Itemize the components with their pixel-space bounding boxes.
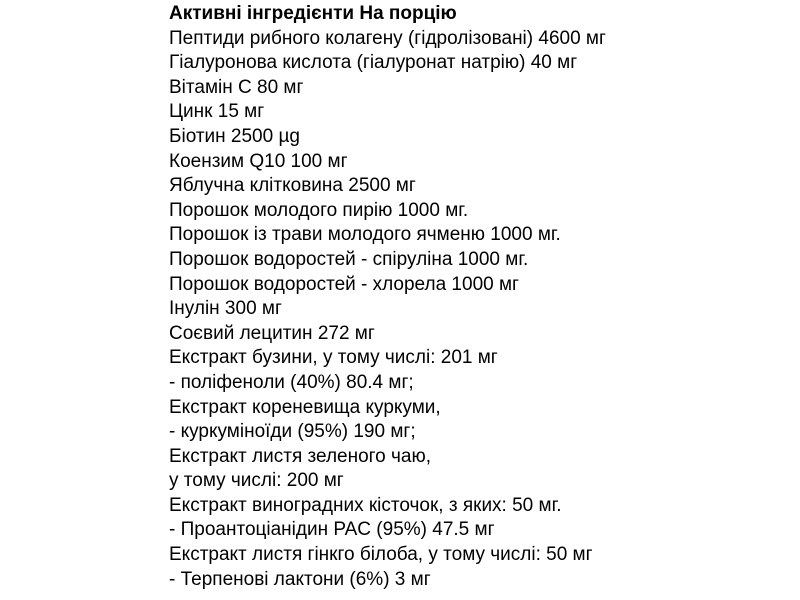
ingredient-line-terpene-lactones: - Терпенові лактони (6%) 3 мг bbox=[169, 568, 431, 590]
ingredient-line-inulin: Інулін 300 мг bbox=[169, 298, 282, 320]
ingredient-line-polyphenols: - поліфеноли (40%) 80.4 мг; bbox=[169, 371, 414, 393]
ingredient-line-hyaluronic-acid: Гіалуронова кислота (гіалуронат натрію) 40 мг bbox=[169, 52, 578, 74]
ingredient-line-elderberry-extract: Екстракт бузини, у тому числі: 201 мг bbox=[169, 347, 498, 369]
ingredient-line-green-tea-amount: у тому числі: 200 мг bbox=[169, 470, 344, 492]
ingredient-line-ginkgo-extract: Екстракт листя гінкго білоба, у тому числі: 50 мг bbox=[169, 544, 593, 566]
ingredient-line-apple-fiber: Яблучна клітковина 2500 мг bbox=[169, 175, 416, 197]
ingredient-line-barley-grass-powder: Порошок із трави молодого ячменю 1000 мг. bbox=[169, 224, 561, 246]
ingredient-line-chlorella: Порошок водоростей - хлорела 1000 мг bbox=[169, 273, 519, 295]
ingredient-line-grape-seed-extract: Екстракт виноградних кісточок, з яких: 50 мг. bbox=[169, 494, 562, 516]
document-title: Активні інгредієнти На порцію bbox=[169, 3, 457, 24]
ingredient-line-soy-lecithin: Соєвий лецитин 272 мг bbox=[169, 322, 375, 344]
ingredient-line-proanthocyanidin: - Проантоціанідин PAC (95%) 47.5 мг bbox=[169, 519, 495, 541]
ingredient-line-wheatgrass-powder: Порошок молодого пирію 1000 мг. bbox=[169, 199, 469, 221]
ingredients-document bbox=[169, 2, 789, 592]
ingredient-line-coenzyme-q10: Коензим Q10 100 мг bbox=[169, 150, 348, 172]
ingredient-line-green-tea-extract: Екстракт листя зеленого чаю, bbox=[169, 445, 432, 467]
ingredient-line-spirulina: Порошок водоростей - спіруліна 1000 мг. bbox=[169, 248, 529, 270]
ingredient-line-biotin: Біотин 2500 µg bbox=[169, 125, 300, 147]
ingredient-line-collagen: Пептиди рибного колагену (гідролізовані) 4600 мг bbox=[169, 27, 606, 49]
ingredient-line-vitamin-c: Вітамін С 80 мг bbox=[169, 76, 304, 98]
ingredient-line-curcuminoids: - куркуміноїди (95%) 190 мг; bbox=[169, 421, 416, 443]
ingredient-line-zinc: Цинк 15 мг bbox=[169, 101, 265, 123]
ingredient-line-turmeric-extract: Екстракт кореневища куркуми, bbox=[169, 396, 441, 418]
